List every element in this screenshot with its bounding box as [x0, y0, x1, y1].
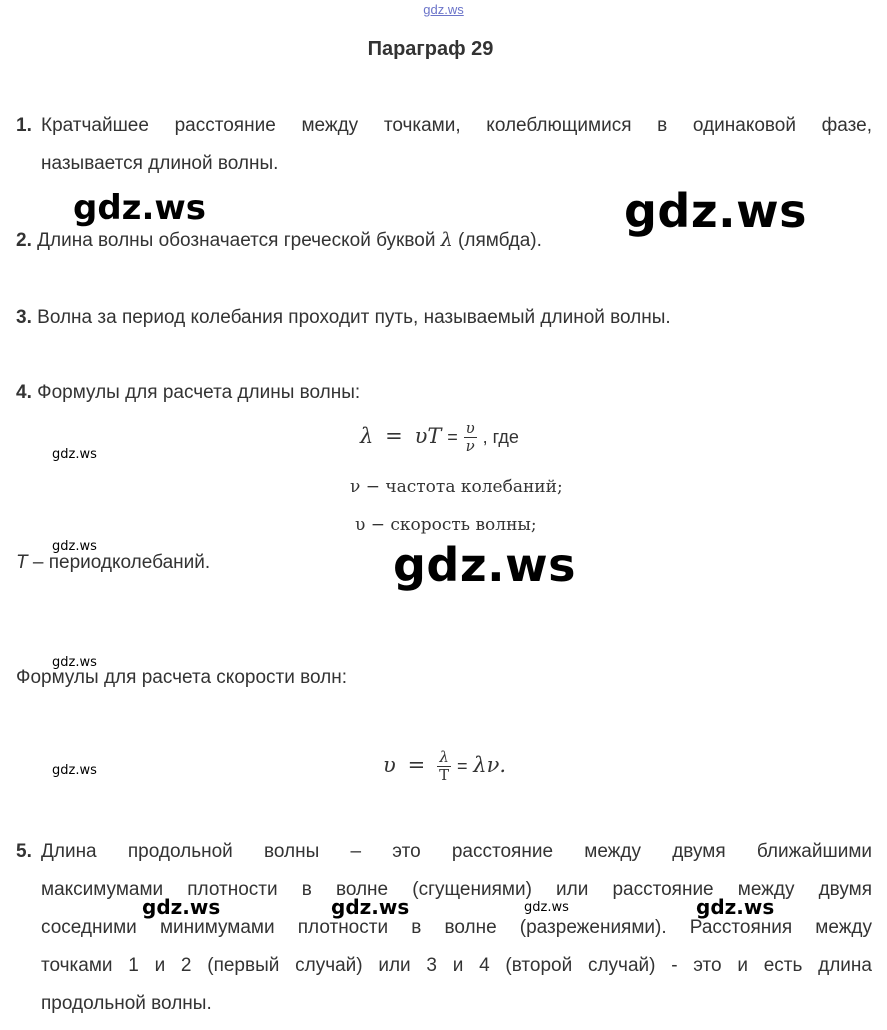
item-3-number: 3. — [16, 307, 32, 328]
speed-fraction-numerator: λ — [437, 749, 451, 767]
watermark: gdz.ws — [331, 895, 410, 919]
formula-equals-2: = — [447, 427, 458, 447]
item-5-line-1: Длина продольной волны – это расстояние между двумя ближайшими — [41, 841, 872, 862]
item-3-text: Волна за период колебания проходит путь, называемый длиной волны. — [37, 307, 671, 328]
definition-frequency: ν − частота колебаний; — [350, 477, 563, 497]
fraction-numerator: υ — [465, 418, 475, 437]
definition-speed: υ − скорость волны; — [355, 515, 537, 535]
item-2-number: 2. — [16, 230, 32, 251]
watermark: gdz.ws — [52, 655, 97, 670]
watermark: gdz.ws — [73, 188, 207, 228]
speed-equals-2: = — [456, 756, 468, 776]
formula-lambda: λ — [360, 424, 374, 448]
watermark: gdz.ws — [142, 895, 221, 919]
page-title: Параграф 29 — [367, 38, 494, 60]
formula-fraction — [464, 420, 477, 455]
item-4-number: 4. — [16, 382, 32, 403]
watermark-link[interactable]: gdz.ws — [423, 2, 464, 17]
item-2-text: Длина волны обозначается греческой буквой — [37, 230, 441, 251]
formula-vT: υT — [414, 424, 442, 448]
lambda-symbol: λ — [440, 229, 453, 251]
speed-fraction-denominator: T — [439, 765, 450, 784]
definition-period — [16, 544, 210, 582]
item-4 — [16, 374, 360, 412]
speed-v: υ — [383, 753, 396, 777]
item-1-line-2: называется длиной волны. — [41, 153, 279, 174]
item-3 — [16, 299, 671, 337]
item-5-line-3: соседними минимумами плотности в волне (разрежениями). Расстояния между — [41, 917, 872, 938]
item-1-line-1: Кратчайшее расстояние между точками, колеблющимися в одинаковой фазе, — [41, 115, 872, 136]
watermark: gdz.ws — [52, 539, 97, 554]
speed-fraction — [437, 749, 451, 784]
period-text: – периодколебаний. — [27, 552, 211, 573]
speed-rhs: λν. — [473, 753, 507, 777]
formula-suffix: , где — [482, 427, 519, 447]
period-symbol: T — [16, 552, 28, 573]
watermark: gdz.ws — [52, 763, 97, 778]
fraction-denominator: ν — [465, 436, 475, 455]
item-2-text-end: (лямбда). — [452, 230, 542, 251]
watermark: gdz.ws — [696, 895, 775, 919]
item-5-line-4: точками 1 и 2 (первый случай) или 3 и 4 (второй случай) - это и есть длина — [41, 955, 872, 976]
item-5-line-2: максимумами плотности в волне (сгущениями) или расстояние между двумя — [41, 879, 872, 900]
formula-equals: = — [385, 424, 403, 448]
wavelength-formula — [360, 416, 519, 457]
item-5-number: 5. — [16, 841, 32, 862]
speed-formula — [383, 743, 506, 788]
watermark: gdz.ws — [624, 184, 807, 238]
watermark: gdz.ws — [393, 538, 576, 592]
speed-equals: = — [407, 753, 426, 777]
watermark: gdz.ws — [524, 900, 569, 915]
item-4-text: Формулы для расчета длины волны: — [37, 382, 361, 403]
speed-heading: Формулы для расчета скорости волн: — [16, 667, 347, 688]
watermark: gdz.ws — [52, 447, 97, 462]
item-5-line-5: продольной волны. — [41, 993, 212, 1014]
item-1-number: 1. — [16, 115, 32, 136]
